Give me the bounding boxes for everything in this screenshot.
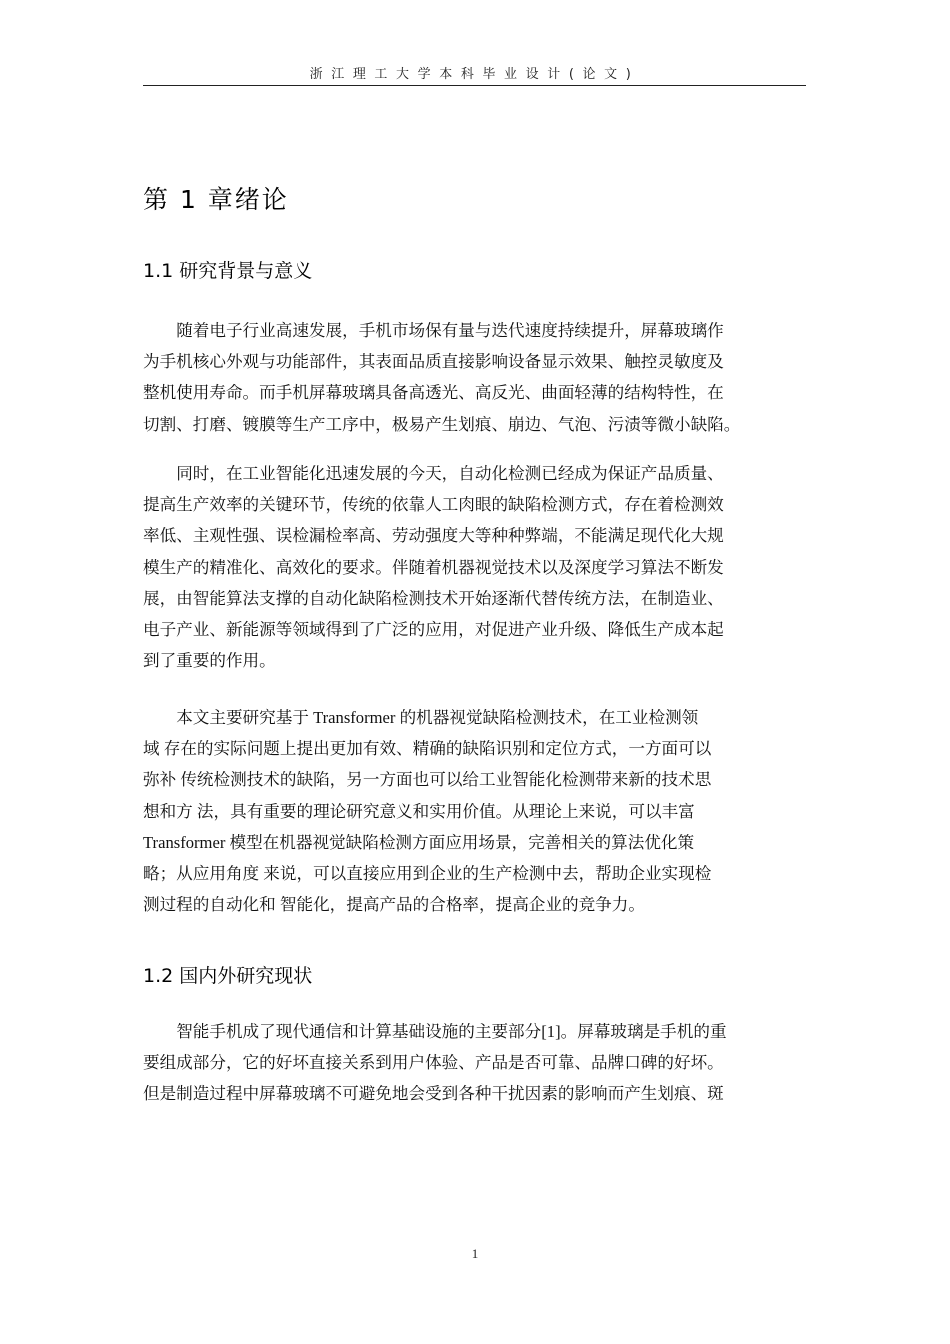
text-line: 率低、主观性强、误检漏检率高、劳动强度大等种种弊端，不能满足现代化大规 <box>143 526 724 546</box>
paragraph <box>143 1016 812 1110</box>
text-line: 智能手机成了现代通信和计算基础设施的主要部分[1]。屏幕玻璃是手机的重 <box>176 1022 727 1041</box>
text-line: 展，由智能算法支撑的自动化缺陷检测技术开始逐渐代替传统方法，在制造业、 <box>143 588 724 608</box>
text-line: 模生产的精准化、高效化的要求。伴随着机器视觉技术以及深度学习算法不断发 <box>143 557 724 577</box>
text-line: 同时，在工业智能化迅速发展的今天，自动化检测已经成为保证产品质量、 <box>176 464 724 483</box>
text-line: 弥补 传统检测技术的缺陷，另一方面也可以给工业智能化检测带来新的技术思 <box>143 770 712 790</box>
header-rule <box>143 85 806 86</box>
text-line: Transformer 模型在机器视觉缺陷检测方面应用场景，完善相关的算法优化策 <box>143 832 695 852</box>
section-title: 1.2 国内外研究现状 <box>143 965 313 987</box>
text-line: 要组成部分，它的好坏直接关系到用户体验、产品是否可靠、品牌口碑的好坏。 <box>143 1053 724 1073</box>
section-title: 1.1 研究背景与意义 <box>143 260 313 282</box>
text-line: 整机使用寿命。而手机屏幕玻璃具备高透光、高反光、曲面轻薄的结构特性，在 <box>143 383 724 403</box>
text-line: 电子产业、新能源等领域得到了广泛的应用，对促进产业升级、降低生产成本起 <box>143 620 724 640</box>
text-line: 测过程的自动化和 智能化，提高产品的合格率，提高企业的竞争力。 <box>143 895 645 915</box>
chapter-title: 第 1 章绪论 <box>143 185 289 214</box>
text-line: 想和方 法，具有重要的理论研究意义和实用价值。从理论上来说，可以丰富 <box>143 801 695 821</box>
paragraph <box>143 458 812 676</box>
text-line: 略；从应用角度 来说，可以直接应用到企业的生产检测中去，帮助企业实现检 <box>143 864 712 884</box>
running-header: 浙江理工大学本科毕业设计(论文) <box>309 67 640 82</box>
text-line: 随着电子行业高速发展，手机市场保有量与迭代速度持续提升，屏幕玻璃作 <box>176 321 724 340</box>
paragraph <box>143 315 812 440</box>
text-line: 切割、打磨、镀膜等生产工序中，极易产生划痕、崩边、气泡、污渍等微小缺陷。 <box>143 414 741 434</box>
text-line: 到了重要的作用。 <box>143 651 276 671</box>
text-line: 但是制造过程中屏幕玻璃不可避免地会受到各种干扰因素的影响而产生划痕、斑 <box>143 1084 724 1104</box>
text-line: 提高生产效率的关键环节，传统的依靠人工肉眼的缺陷检测方式，存在着检测效 <box>143 495 724 515</box>
text-line: 本文主要研究基于 Transformer 的机器视觉缺陷检测技术，在工业检测领 <box>176 708 699 727</box>
paragraph <box>143 702 812 920</box>
text-line: 为手机核心外观与功能部件，其表面品质直接影响设备显示效果、触控灵敏度及 <box>143 352 724 372</box>
page-number: 1 <box>471 1246 479 1261</box>
text-line: 域 存在的实际问题上提出更加有效、精确的缺陷识别和定位方式，一方面可以 <box>143 739 712 759</box>
